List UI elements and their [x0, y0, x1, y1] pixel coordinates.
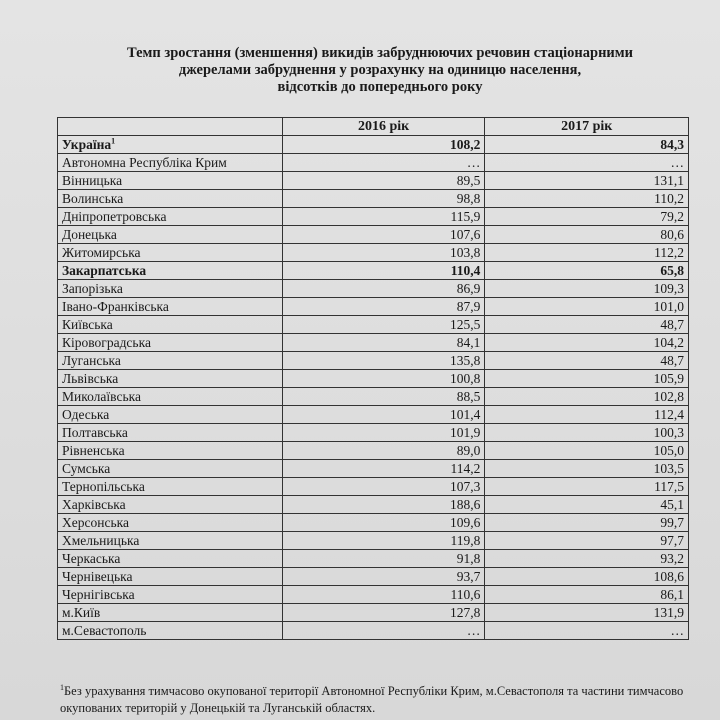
region-label: Львівська [62, 371, 119, 386]
region-name [58, 370, 283, 388]
value-2017: 97,7 [485, 532, 689, 550]
region-name [58, 424, 283, 442]
table-row [58, 514, 689, 532]
value-2016: 89,0 [282, 442, 485, 460]
region-name [58, 244, 283, 262]
value-2016: 109,6 [282, 514, 485, 532]
table-row [58, 280, 689, 298]
region-label: Вінницька [62, 173, 123, 188]
value-2017: 105,0 [485, 442, 689, 460]
value-2017: 84,3 [485, 136, 689, 154]
region-label: Херсонська [62, 515, 129, 530]
region-label: Дніпропетровська [62, 209, 167, 224]
table-row [58, 154, 689, 172]
value-2016: 87,9 [282, 298, 485, 316]
region-name [58, 388, 283, 406]
region-label: м.Севастополь [62, 623, 147, 638]
value-2016: 93,7 [282, 568, 485, 586]
region-name [58, 136, 283, 154]
region-label: Чернівецька [62, 569, 133, 584]
table-row [58, 208, 689, 226]
value-2016: 84,1 [282, 334, 485, 352]
value-2017: 110,2 [485, 190, 689, 208]
region-label: м.Київ [62, 605, 101, 620]
value-2016: 127,8 [282, 604, 485, 622]
region-name [58, 208, 283, 226]
region-name [58, 442, 283, 460]
table-row [58, 370, 689, 388]
region-name [58, 352, 283, 370]
table-header-row [58, 118, 689, 136]
value-2016: 107,6 [282, 226, 485, 244]
table-row [58, 478, 689, 496]
table-row [58, 622, 689, 640]
value-2017: … [485, 622, 689, 640]
table-row [58, 604, 689, 622]
value-2017: 100,3 [485, 424, 689, 442]
table-row [58, 334, 689, 352]
value-2016: 98,8 [282, 190, 485, 208]
value-2016: 135,8 [282, 352, 485, 370]
value-2017: 99,7 [485, 514, 689, 532]
value-2017: 65,8 [485, 262, 689, 280]
region-name [58, 334, 283, 352]
region-label: Волинська [62, 191, 124, 206]
table-body [58, 136, 689, 640]
value-2017: 103,5 [485, 460, 689, 478]
footnote-mark: 1 [60, 683, 64, 692]
title-line-1: Темп зростання (зменшення) викидів забруднюючих речовин стаціонарними [126, 45, 634, 61]
value-2016: 110,6 [282, 586, 485, 604]
table-row [58, 586, 689, 604]
region-label: Миколаївська [62, 389, 141, 404]
region-name [58, 172, 283, 190]
value-2017: 80,6 [485, 226, 689, 244]
value-2016: 89,5 [282, 172, 485, 190]
table-row [58, 496, 689, 514]
region-label: Україна [62, 137, 112, 152]
value-2017: 108,6 [485, 568, 689, 586]
region-name [58, 406, 283, 424]
value-2016: 114,2 [282, 460, 485, 478]
footnote [60, 679, 708, 717]
value-2016: 107,3 [282, 478, 485, 496]
table-row [58, 172, 689, 190]
region-label: Луганська [62, 353, 121, 368]
value-2016: 108,2 [282, 136, 485, 154]
value-2016: 91,8 [282, 550, 485, 568]
value-2017: 102,8 [485, 388, 689, 406]
title-line-3: відсотків до попереднього року [277, 79, 483, 95]
table-row [58, 298, 689, 316]
region-name [58, 190, 283, 208]
region-name [58, 298, 283, 316]
value-2016: 125,5 [282, 316, 485, 334]
header-2016: 2016 рік [282, 118, 485, 136]
value-2016: 86,9 [282, 280, 485, 298]
region-label: Черкаська [62, 551, 121, 566]
region-name [58, 622, 283, 640]
value-2017: 105,9 [485, 370, 689, 388]
region-label: Сумська [62, 461, 111, 476]
region-name [58, 226, 283, 244]
document-title [40, 45, 720, 96]
table-row [58, 424, 689, 442]
value-2016: 103,8 [282, 244, 485, 262]
value-2017: 79,2 [485, 208, 689, 226]
value-2016: … [282, 622, 485, 640]
table-row [58, 244, 689, 262]
value-2017: 48,7 [485, 352, 689, 370]
region-label: Запорізька [62, 281, 123, 296]
table-row [58, 388, 689, 406]
value-2017: 45,1 [485, 496, 689, 514]
value-2017: 109,3 [485, 280, 689, 298]
value-2017: 112,4 [485, 406, 689, 424]
footnote-text: Без урахування тимчасово окупованої території Автономної Республіки Крим, м.Севастополя та частини тимчасово окупованих територій у Донецькій та Луганській областях. [60, 684, 684, 716]
region-label: Автономна Республіка Крим [62, 155, 227, 170]
value-2016: 88,5 [282, 388, 485, 406]
region-name [58, 586, 283, 604]
region-label: Кіровоградська [62, 335, 151, 350]
table-row [58, 442, 689, 460]
table-row [58, 226, 689, 244]
title-line-2: джерелами забруднення у розрахунку на одиницю населення, [178, 62, 582, 78]
value-2017: … [485, 154, 689, 172]
table-row [58, 532, 689, 550]
value-2016: 119,8 [282, 532, 485, 550]
region-name [58, 550, 283, 568]
region-label: Івано-Франківська [62, 299, 169, 314]
region-name [58, 280, 283, 298]
table-row [58, 262, 689, 280]
region-name [58, 514, 283, 532]
value-2016: 110,4 [282, 262, 485, 280]
value-2017: 101,0 [485, 298, 689, 316]
table-row [58, 568, 689, 586]
region-name [58, 460, 283, 478]
region-label: Закарпатська [62, 263, 147, 278]
value-2017: 112,2 [485, 244, 689, 262]
table-row [58, 550, 689, 568]
value-2016: 188,6 [282, 496, 485, 514]
value-2016: 101,9 [282, 424, 485, 442]
value-2016: 115,9 [282, 208, 485, 226]
table-row [58, 460, 689, 478]
region-label: Харківська [62, 497, 126, 512]
table-row [58, 190, 689, 208]
region-name [58, 316, 283, 334]
region-name [58, 604, 283, 622]
region-name [58, 478, 283, 496]
table-row [58, 316, 689, 334]
region-name [58, 496, 283, 514]
value-2017: 93,2 [485, 550, 689, 568]
header-region [58, 118, 283, 136]
value-2017: 104,2 [485, 334, 689, 352]
value-2016: 100,8 [282, 370, 485, 388]
header-2017: 2017 рік [485, 118, 689, 136]
value-2017: 131,9 [485, 604, 689, 622]
region-label: Одеська [62, 407, 110, 422]
value-2016: … [282, 154, 485, 172]
table-row [58, 406, 689, 424]
value-2017: 86,1 [485, 586, 689, 604]
value-2017: 131,1 [485, 172, 689, 190]
footnote-ref: 1 [111, 136, 116, 146]
region-label: Донецька [62, 227, 117, 242]
region-label: Чернігівська [62, 587, 135, 602]
region-label: Київська [62, 317, 113, 332]
region-name [58, 262, 283, 280]
value-2017: 48,7 [485, 316, 689, 334]
region-label: Рівненська [62, 443, 125, 458]
table-row [58, 352, 689, 370]
region-label: Хмельницька [62, 533, 140, 548]
emissions-table [57, 117, 689, 640]
value-2016: 101,4 [282, 406, 485, 424]
region-label: Тернопільська [62, 479, 145, 494]
table-row [58, 136, 689, 154]
value-2017: 117,5 [485, 478, 689, 496]
region-label: Житомирська [62, 245, 141, 260]
region-name [58, 154, 283, 172]
region-name [58, 532, 283, 550]
region-name [58, 568, 283, 586]
region-label: Полтавська [62, 425, 128, 440]
